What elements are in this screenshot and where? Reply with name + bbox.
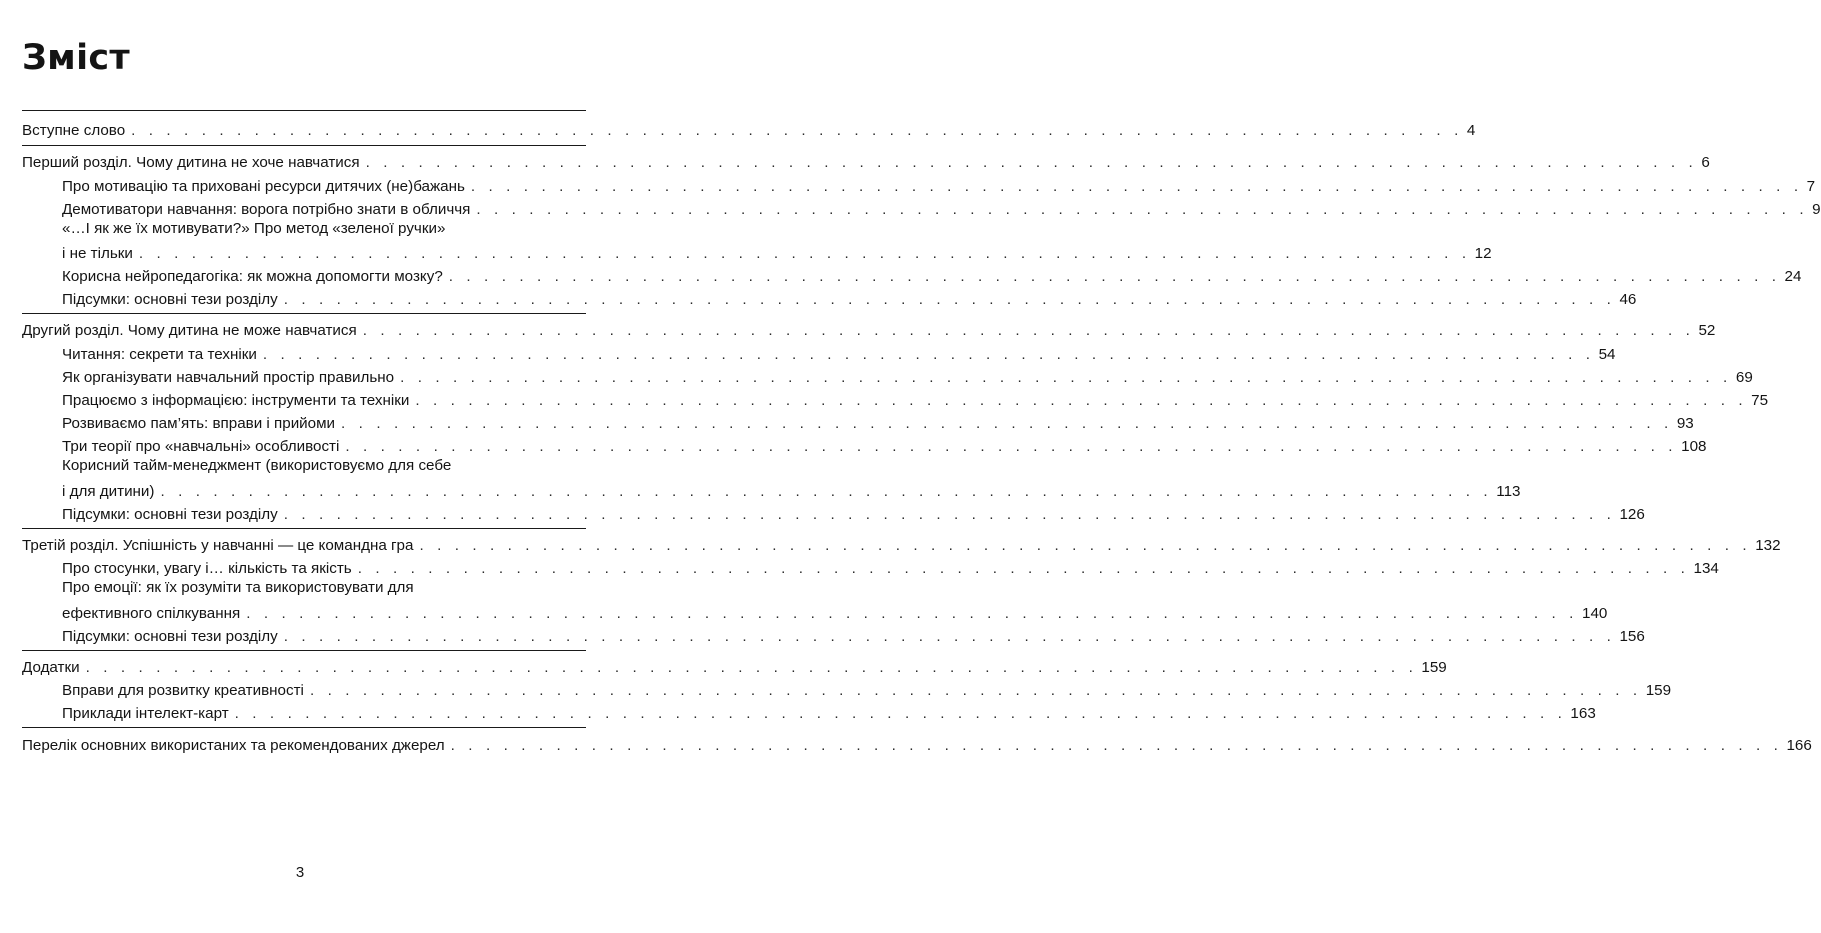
toc-entry-page: 54 <box>1598 346 1616 363</box>
toc-entry-title: Корисна нейропедагогіка: як можна допомогти мозку? <box>62 268 443 285</box>
toc-entry-page: 4 <box>1466 122 1476 139</box>
dot-leader: . . . . . . . . . . . . . . . . . . . . . . . . . . . . . . . . . . . . . . . . . . . . . . . . . . . . . . . . . . . . . . . . . . . . . . . . . . . . <box>415 392 1748 409</box>
dot-leader: . . . . . . . . . . . . . . . . . . . . . . . . . . . . . . . . . . . . . . . . . . . . . . . . . . . . . . . . . . . . . . . . . . . . . . . . . . . . <box>476 201 1809 218</box>
divider <box>22 528 586 529</box>
toc-section[interactable] <box>62 678 1672 700</box>
toc-section[interactable] <box>62 434 1707 456</box>
toc-entry-title: Три теорії про «навчальні» особливості <box>62 438 340 455</box>
toc-section[interactable] <box>62 624 1645 646</box>
toc-entry-page: 24 <box>1784 268 1802 285</box>
toc-chapter-3[interactable] <box>22 533 1781 555</box>
dot-leader: . . . . . . . . . . . . . . . . . . . . . . . . . . . . . . . . . . . . . . . . . . . . . . . . . . . . . . . . . . . . . . . . . . . . . . . . . . . . <box>362 322 1695 339</box>
dot-leader: . . . . . . . . . . . . . . . . . . . . . . . . . . . . . . . . . . . . . . . . . . . . . . . . . . . . . . . . . . . . . . . . . . . . . . . . . . . . <box>262 346 1595 363</box>
toc-entry-page: 69 <box>1735 369 1753 386</box>
dot-leader: . . . . . . . . . . . . . . . . . . . . . . . . . . . . . . . . . . . . . . . . . . . . . . . . . . . . . . . . . . . . . . . . . . . . . . . . . . . . <box>246 605 1578 622</box>
toc-section[interactable] <box>62 241 1492 263</box>
toc-entry-title: Вступне слово <box>22 122 126 139</box>
toc-section-first-line[interactable]: Про емоції: як їх розуміти та використовувати для <box>62 579 414 596</box>
toc-section[interactable] <box>62 342 1616 364</box>
toc-entry-page: 12 <box>1474 245 1492 262</box>
divider <box>22 650 586 651</box>
divider <box>22 145 586 146</box>
divider <box>22 727 586 728</box>
toc-entry-page: 113 <box>1496 483 1521 500</box>
dot-leader: . . . . . . . . . . . . . . . . . . . . . . . . . . . . . . . . . . . . . . . . . . . . . . . . . . . . . . . . . . . . . . . . . . . . . . . . . . . . <box>131 122 1463 139</box>
toc-entry-title: і для дитини) <box>62 483 155 500</box>
toc-entry-title: Про мотивацію та приховані ресурси дитячих (не)бажань <box>62 178 465 195</box>
toc-entry-title: Додатки <box>22 659 80 676</box>
toc-section[interactable] <box>62 701 1596 723</box>
toc-section[interactable] <box>62 365 1753 387</box>
toc-references[interactable] <box>22 733 1812 755</box>
toc-entry-page: 52 <box>1698 322 1716 339</box>
toc-section[interactable] <box>62 197 1821 219</box>
toc-entry-page: 46 <box>1619 291 1637 308</box>
dot-leader: . . . . . . . . . . . . . . . . . . . . . . . . . . . . . . . . . . . . . . . . . . . . . . . . . . . . . . . . . . . . . . . . . . . . . . . . . . . . <box>283 506 1616 523</box>
page-number: 3 <box>295 864 305 881</box>
toc-entry-title: Демотиватори навчання: ворога потрібно знати в обличчя <box>62 201 471 218</box>
toc-entry-title: Вправи для розвитку креативності <box>62 682 304 699</box>
toc-entry-title: ефективного спілкування <box>62 605 241 622</box>
toc-entry-page: 9 <box>1812 201 1821 218</box>
divider <box>22 110 586 111</box>
toc-entry-page: 159 <box>1645 682 1672 699</box>
toc-section[interactable] <box>62 556 1719 578</box>
dot-leader: . . . . . . . . . . . . . . . . . . . . . . . . . . . . . . . . . . . . . . . . . . . . . . . . . . . . . . . . . . . . . . . . . . . . . . . . . . . . <box>450 737 1783 754</box>
toc-entry-title: Приклади інтелект-карт <box>62 705 229 722</box>
page-title: Зміст <box>22 38 131 78</box>
dot-leader: . . . . . . . . . . . . . . . . . . . . . . . . . . . . . . . . . . . . . . . . . . . . . . . . . . . . . . . . . . . . . . . . . . . . . . . . . . . . <box>419 537 1752 554</box>
toc-section-first-line[interactable]: «…І як же їх мотивувати?» Про метод «зеленої ручки» <box>62 220 446 237</box>
dot-leader: . . . . . . . . . . . . . . . . . . . . . . . . . . . . . . . . . . . . . . . . . . . . . . . . . . . . . . . . . . . . . . . . . . . . . . . . . . . . <box>234 705 1567 722</box>
dot-leader: . . . . . . . . . . . . . . . . . . . . . . . . . . . . . . . . . . . . . . . . . . . . . . . . . . . . . . . . . . . . . . . . . . . . . . . . . . . . <box>365 154 1698 171</box>
dot-leader: . . . . . . . . . . . . . . . . . . . . . . . . . . . . . . . . . . . . . . . . . . . . . . . . . . . . . . . . . . . . . . . . . . . . . . . . . . . . <box>160 483 1493 500</box>
dot-leader: . . . . . . . . . . . . . . . . . . . . . . . . . . . . . . . . . . . . . . . . . . . . . . . . . . . . . . . . . . . . . . . . . . . . . . . . . . . . <box>470 178 1803 195</box>
toc-entry-page: 6 <box>1701 154 1710 171</box>
toc-entry-title: Другий розділ. Чому дитина не може навчатися <box>22 322 357 339</box>
toc-section[interactable] <box>62 287 1637 309</box>
dot-leader: . . . . . . . . . . . . . . . . . . . . . . . . . . . . . . . . . . . . . . . . . . . . . . . . . . . . . . . . . . . . . . . . . . . . . . . . . . . . <box>283 628 1616 645</box>
toc-entry-title: Підсумки: основні тези розділу <box>62 628 278 645</box>
toc-entry-page: 159 <box>1421 659 1447 676</box>
toc-entry-page: 156 <box>1619 628 1645 645</box>
dot-leader: . . . . . . . . . . . . . . . . . . . . . . . . . . . . . . . . . . . . . . . . . . . . . . . . . . . . . . . . . . . . . . . . . . . . . . . . . . . . <box>138 245 1471 262</box>
toc-entry-title: Підсумки: основні тези розділу <box>62 506 278 523</box>
toc-section[interactable] <box>62 264 1802 286</box>
toc-section[interactable] <box>62 388 1769 410</box>
dot-leader: . . . . . . . . . . . . . . . . . . . . . . . . . . . . . . . . . . . . . . . . . . . . . . . . . . . . . . . . . . . . . . . . . . . . . . . . . . . . <box>400 369 1732 386</box>
toc-section[interactable] <box>62 502 1645 524</box>
toc-entry-title: Перелік основних використаних та рекомендованих джерел <box>22 737 445 754</box>
toc-section[interactable] <box>62 174 1816 196</box>
toc-section[interactable] <box>62 601 1608 623</box>
toc-entry-page: 132 <box>1755 537 1781 554</box>
toc-entry-title: Перший розділ. Чому дитина не хоче навчатися <box>22 154 360 171</box>
toc-section-first-line[interactable]: Корисний тайм-менеджмент (використовуємо для себе <box>62 457 452 474</box>
toc-chapter-1[interactable] <box>22 150 1710 172</box>
toc-entry-title: Третій розділ. Успішність у навчанні — це командна гра <box>22 537 414 554</box>
dot-leader: . . . . . . . . . . . . . . . . . . . . . . . . . . . . . . . . . . . . . . . . . . . . . . . . . . . . . . . . . . . . . . . . . . . . . . . . . . . . <box>345 438 1678 455</box>
toc-entry-page: 163 <box>1570 705 1596 722</box>
toc-entry-page: 93 <box>1676 415 1694 432</box>
toc-entry-page: 7 <box>1806 178 1816 195</box>
toc-chapter-2[interactable] <box>22 318 1716 340</box>
dot-leader: . . . . . . . . . . . . . . . . . . . . . . . . . . . . . . . . . . . . . . . . . . . . . . . . . . . . . . . . . . . . . . . . . . . . . . . . . . . . <box>309 682 1642 699</box>
divider <box>22 313 586 314</box>
dot-leader: . . . . . . . . . . . . . . . . . . . . . . . . . . . . . . . . . . . . . . . . . . . . . . . . . . . . . . . . . . . . . . . . . . . . . . . . . . . . <box>283 291 1616 308</box>
toc-section[interactable] <box>62 479 1521 501</box>
dot-leader: . . . . . . . . . . . . . . . . . . . . . . . . . . . . . . . . . . . . . . . . . . . . . . . . . . . . . . . . . . . . . . . . . . . . . . . . . . . . <box>341 415 1673 432</box>
toc-entry-title: Працюємо з інформацією: інструменти та техніки <box>62 392 410 409</box>
toc-entry-title: Як організувати навчальний простір правильно <box>62 369 395 386</box>
toc-entry-page: 126 <box>1619 506 1645 523</box>
toc-entry-page: 134 <box>1693 560 1719 577</box>
toc-entry-page: 140 <box>1582 605 1608 622</box>
toc-entry-page: 108 <box>1681 438 1707 455</box>
toc-entry-title: Розвиваємо пам’ять: вправи і прийоми <box>62 415 336 432</box>
toc-entry-title: Підсумки: основні тези розділу <box>62 291 278 308</box>
toc-entry-title: і не тільки <box>62 245 133 262</box>
toc-entry-page: 166 <box>1786 737 1812 754</box>
toc-entry-title: Про стосунки, увагу і… кількість та якість <box>62 560 352 577</box>
dot-leader: . . . . . . . . . . . . . . . . . . . . . . . . . . . . . . . . . . . . . . . . . . . . . . . . . . . . . . . . . . . . . . . . . . . . . . . . . . . . <box>85 659 1418 676</box>
toc-entry-title: Читання: секрети та техніки <box>62 346 257 363</box>
toc-entry-intro[interactable] <box>22 118 1476 140</box>
toc-appendix[interactable] <box>22 655 1447 677</box>
dot-leader: . . . . . . . . . . . . . . . . . . . . . . . . . . . . . . . . . . . . . . . . . . . . . . . . . . . . . . . . . . . . . . . . . . . . . . . . . . . . <box>357 560 1690 577</box>
toc-section[interactable] <box>62 411 1694 433</box>
toc-entry-page: 75 <box>1751 392 1769 409</box>
dot-leader: . . . . . . . . . . . . . . . . . . . . . . . . . . . . . . . . . . . . . . . . . . . . . . . . . . . . . . . . . . . . . . . . . . . . . . . . . . . . <box>448 268 1781 285</box>
